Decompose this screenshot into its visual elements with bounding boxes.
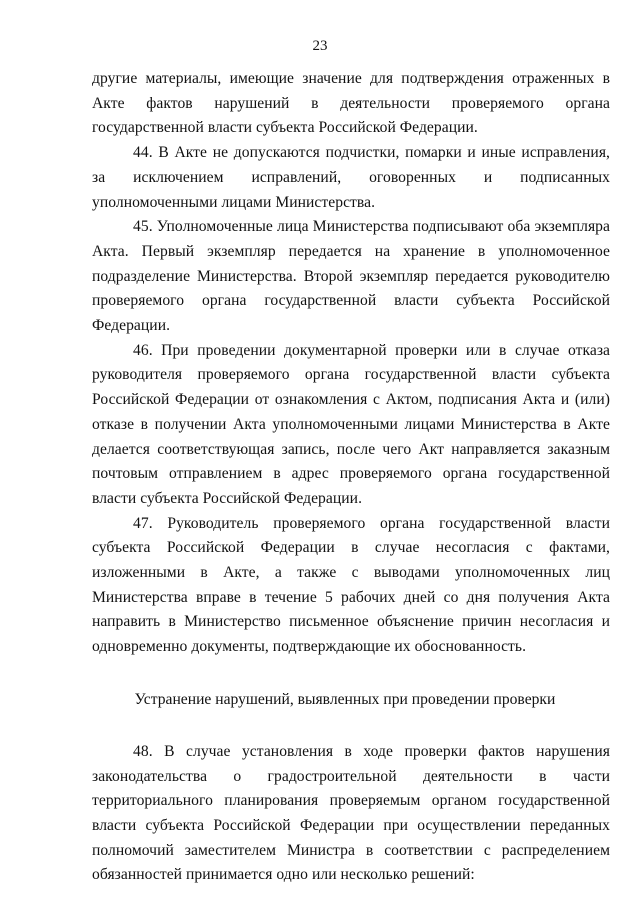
page-number: 23: [312, 38, 328, 54]
paragraph-44: 44. В Акте не допускаются подчистки, помарки и иные исправления, за исключением исправлений, оговоренных и подписанных уполномоченными лицами Министерства.: [92, 144, 610, 211]
paragraph-48: 48. В случае установления в ходе проверки фактов нарушения законодательства о градостроительной деятельности в части территориального планирования проверяемым органом государственной власти субъекта Российской Федерации при осуществлении переданных полномочий заместителем Министра в соответствии с распределением обязанностей принимается одно или несколько решений:: [92, 742, 610, 884]
paragraph-47: 47. Руководитель проверяемого органа государственной власти субъекта Российской Федерации в случае несогласия с фактами, изложенными в Акте, а также с выводами уполномоченных лиц Министерства вправе в течение 5 рабочих дней со дня получения Акта направить в Министерство письменное объяснение причин несогласия и одновременно документы, подтверждающие их обоснованность.: [92, 514, 610, 656]
paragraph-45: 45. Уполномоченные лица Министерства подписывают оба экземпляра Акта. Первый экземпляр передается на хранение в уполномоченное подразделение Министерства. Второй экземпляр передается руководителю проверяемого органа государственной власти субъекта Российской Федерации.: [92, 218, 610, 335]
section-heading: Устранение нарушений, выявленных при проведении проверки: [134, 690, 556, 708]
paragraph-continuation: другие материалы, имеющие значение для подтверждения отраженных в Акте фактов нарушений в деятельности проверяемого органа государственной власти субъекта Российской Федерации.: [92, 70, 610, 137]
paragraph-46: 46. При проведении документарной проверки или в случае отказа руководителя проверяемого органа государственной власти субъекта Российской Федерации от ознакомления с Актом, подписания Акта и (или) отказе в получении Акта уполномоченными лицами Министерства в Акте делается соответствующая запись, после чего Акт направляется заказным почтовым отправлением в адрес проверяемого органа государственной власти субъекта Российской Федерации.: [92, 341, 610, 507]
page-content: [92, 67, 610, 888]
